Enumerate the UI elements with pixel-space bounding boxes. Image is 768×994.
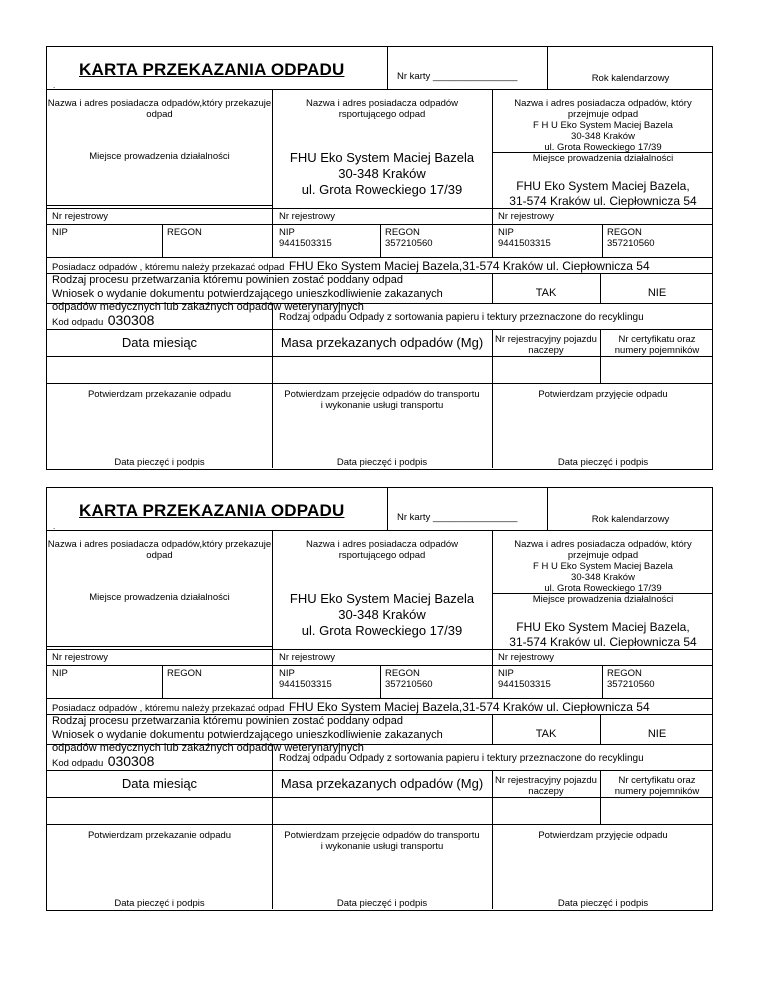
data-pieczec-podpis: Data pieczęć i podpis	[114, 457, 205, 468]
divider	[387, 47, 388, 89]
divider	[47, 824, 712, 825]
nr-certyfikatu-label: Nr certyfikatu oraz numery pojemników	[614, 775, 700, 797]
col3-place-line2: 31-574 Kraków ul. Ciepłownicza 54	[509, 194, 697, 208]
regon-label: REGON	[607, 227, 642, 238]
divider	[602, 665, 603, 698]
wniosek-line2: odpadów medycznych lub zakaźnych odpadów weterynaryjnych	[52, 301, 364, 313]
divider	[380, 665, 381, 698]
data-pieczec-podpis: Data pieczęć i podpis	[336, 457, 428, 468]
nr-rejestrowy-label: Nr rejestrowy	[279, 652, 335, 663]
nip-value: 9441503315	[279, 679, 332, 690]
wniosek-line1: Wniosek o wydanie dokumentu potwierdzającego unieszkodliwienie zakazanych	[52, 288, 443, 300]
col1-miejsce-label: Miejsce prowadzenia działalności	[89, 592, 230, 603]
nr-rejestrowy-label: Nr rejestrowy	[498, 211, 554, 222]
divider	[387, 488, 388, 530]
divider	[162, 665, 163, 698]
col1-header: Nazwa i adres posiadacza odpadów,który przekazuje odpad	[47, 539, 272, 561]
col2-header: Nazwa i adres posiadacza odpadów rsportującego odpad	[305, 539, 459, 561]
nr-rejestrowy-label: Nr rejestrowy	[279, 211, 335, 222]
col1-miejsce-label: Miejsce prowadzenia działalności	[89, 151, 230, 162]
nip-label: NIP	[498, 227, 514, 238]
kod-odpadu-value: 030308	[107, 753, 155, 769]
divider	[47, 530, 712, 531]
regon-label: REGON	[607, 668, 642, 679]
nip-value: 9441503315	[279, 238, 332, 249]
nip-label: NIP	[52, 227, 68, 238]
masa-label: Masa przekazanych odpadów (Mg)	[280, 776, 484, 791]
nr-certyfikatu-label: Nr certyfikatu oraz numery pojemników	[614, 334, 700, 356]
nr-rej-pojazdu-label: Nr rejestracyjny pojazdu naczepy	[495, 775, 597, 797]
regon-value: 357210560	[385, 679, 433, 690]
divider	[47, 649, 712, 650]
nip-label: NIP	[52, 668, 68, 679]
kod-odpadu-label: Kod odpadu	[52, 758, 104, 769]
nr-karty-line: ________________	[432, 71, 518, 82]
regon-value: 357210560	[607, 238, 655, 249]
divider	[47, 208, 712, 209]
wniosek-line2: odpadów medycznych lub zakaźnych odpadów weterynaryjnych	[52, 742, 364, 754]
kod-odpadu-value: 030308	[107, 312, 155, 328]
posiadacz-row	[52, 698, 650, 716]
data-miesiac-label: Data miesiąc	[121, 335, 198, 350]
divider	[602, 224, 603, 257]
nr-karty-line: ________________	[432, 512, 518, 523]
potwierdzam-przejecie-transport: Potwierdzam przejęcie odpadów do transportu i wykonanie usługi transportu	[284, 830, 480, 852]
divider	[162, 224, 163, 257]
col3-name: F H U Eko System Maciej Bazela	[533, 561, 673, 572]
kod-odpadu-label: Kod odpadu	[52, 317, 104, 328]
nr-karty-label: Nr karty	[397, 71, 431, 82]
nr-karty-label: Nr karty	[397, 512, 431, 523]
divider	[47, 356, 712, 357]
rodzaj-odpadu-value: Odpady z sortowania papieru i tektury przeznaczone do recyklingu	[349, 312, 644, 323]
data-pieczec-podpis: Data pieczęć i podpis	[557, 898, 649, 909]
kod-odpadu-row	[52, 312, 154, 330]
potwierdzam-przyjecie: Potwierdzam przyjęcie odpadu	[538, 389, 668, 400]
rodzaj-procesu-label: Rodzaj procesu przetwarzania któremu powinien zostać poddany odpad	[52, 274, 403, 286]
posiadacz-row	[52, 257, 650, 275]
dot-mark: .	[53, 81, 56, 90]
col2-name: FHU Eko System Maciej Bazela	[289, 591, 475, 606]
posiadacz-value: FHU Eko System Maciej Bazela,31-574 Kraków ul. Ciepłownicza 54	[288, 700, 650, 714]
nip-label: NIP	[279, 668, 295, 679]
regon-label: REGON	[385, 668, 420, 679]
data-pieczec-podpis: Data pieczęć i podpis	[557, 457, 649, 468]
rodzaj-odpadu-label: Rodzaj odpadu	[279, 312, 347, 323]
posiadacz-value: FHU Eko System Maciej Bazela,31-574 Kraków ul. Ciepłownicza 54	[288, 259, 650, 273]
nip-value: 9441503315	[498, 238, 551, 249]
rodzaj-odpadu-row	[279, 312, 644, 324]
col3-city: 30-348 Kraków	[571, 131, 635, 142]
potwierdzam-przekazanie: Potwierdzam przekazanie odpadu	[87, 830, 232, 841]
nie-option[interactable]: NIE	[647, 287, 667, 299]
potwierdzam-przejecie-transport: Potwierdzam przejęcie odpadów do transportu i wykonanie usługi transportu	[284, 389, 480, 411]
divider	[380, 224, 381, 257]
divider	[47, 797, 712, 798]
col3-miejsce-label: Miejsce prowadzenia działalności	[532, 594, 674, 605]
divider	[492, 89, 493, 257]
data-pieczec-podpis: Data pieczęć i podpis	[114, 898, 205, 909]
card-title: KARTA PRZEKAZANIA ODPADU	[79, 501, 345, 520]
divider	[47, 646, 272, 647]
col2-street: ul. Grota Roweckiego 17/39	[301, 182, 463, 197]
potwierdzam-przyjecie: Potwierdzam przyjęcie odpadu	[538, 830, 668, 841]
divider	[272, 744, 273, 909]
karta-przekazania-odpadu-1	[46, 46, 713, 470]
posiadacz-label: Posiadacz odpadów , któremu należy przekazać odpad	[52, 703, 285, 714]
regon-value: 357210560	[607, 679, 655, 690]
col3-header: Nazwa i adres posiadacza odpadów, który przejmuje odpad	[514, 98, 692, 120]
col3-street: ul. Grota Roweckiego 17/39	[544, 142, 662, 153]
col3-place-line1: FHU Eko System Maciej Bazela,	[516, 179, 690, 193]
rok-kalendarzowy-label: Rok kalendarzowy	[591, 73, 670, 84]
nr-karty-field[interactable]	[397, 512, 517, 523]
nr-rej-pojazdu-label: Nr rejestracyjny pojazdu naczepy	[495, 334, 597, 356]
nr-karty-field[interactable]	[397, 71, 517, 82]
dot-mark: .	[53, 522, 56, 531]
tak-option[interactable]: TAK	[535, 728, 557, 740]
regon-label: REGON	[167, 668, 202, 679]
data-miesiac-label: Data miesiąc	[121, 776, 198, 791]
nie-option[interactable]: NIE	[647, 728, 667, 740]
col3-place-line1: FHU Eko System Maciej Bazela,	[516, 620, 690, 634]
kod-odpadu-row	[52, 753, 154, 771]
nip-label: NIP	[498, 668, 514, 679]
col3-name: F H U Eko System Maciej Bazela	[533, 120, 673, 131]
potwierdzam-przekazanie: Potwierdzam przekazanie odpadu	[87, 389, 232, 400]
rok-kalendarzowy-label: Rok kalendarzowy	[591, 514, 670, 525]
card-title: KARTA PRZEKAZANIA ODPADU	[79, 60, 345, 79]
nip-label: NIP	[279, 227, 295, 238]
divider	[47, 205, 272, 206]
nip-value: 9441503315	[498, 679, 551, 690]
tak-option[interactable]: TAK	[535, 287, 557, 299]
col3-street: ul. Grota Roweckiego 17/39	[544, 583, 662, 594]
rodzaj-procesu-label: Rodzaj procesu przetwarzania któremu powinien zostać poddany odpad	[52, 715, 403, 727]
rodzaj-odpadu-row	[279, 753, 644, 765]
divider	[492, 530, 493, 698]
col1-header: Nazwa i adres posiadacza odpadów,który przekazuje odpad	[47, 98, 272, 120]
nr-rejestrowy-label: Nr rejestrowy	[498, 652, 554, 663]
data-pieczec-podpis: Data pieczęć i podpis	[336, 898, 428, 909]
posiadacz-label: Posiadacz odpadów , któremu należy przekazać odpad	[52, 262, 285, 273]
col2-city: 30-348 Kraków	[338, 607, 426, 622]
col3-miejsce-label: Miejsce prowadzenia działalności	[532, 153, 674, 164]
col2-street: ul. Grota Roweckiego 17/39	[301, 623, 463, 638]
divider	[272, 303, 273, 468]
nr-rejestrowy-label: Nr rejestrowy	[52, 652, 108, 663]
rodzaj-odpadu-value: Odpady z sortowania papieru i tektury przeznaczone do recyklingu	[349, 753, 644, 764]
masa-label: Masa przekazanych odpadów (Mg)	[280, 335, 484, 350]
rodzaj-odpadu-label: Rodzaj odpadu	[279, 753, 347, 764]
divider	[47, 383, 712, 384]
col2-name: FHU Eko System Maciej Bazela	[289, 150, 475, 165]
col2-header: Nazwa i adres posiadacza odpadów rsportującego odpad	[305, 98, 459, 120]
regon-label: REGON	[385, 227, 420, 238]
col2-city: 30-348 Kraków	[338, 166, 426, 181]
col3-header: Nazwa i adres posiadacza odpadów, który przejmuje odpad	[514, 539, 692, 561]
col3-place-line2: 31-574 Kraków ul. Ciepłownicza 54	[509, 635, 697, 649]
col3-city: 30-348 Kraków	[571, 572, 635, 583]
karta-przekazania-odpadu-2	[46, 487, 713, 911]
regon-value: 357210560	[385, 238, 433, 249]
divider	[47, 89, 712, 90]
regon-label: REGON	[167, 227, 202, 238]
nr-rejestrowy-label: Nr rejestrowy	[52, 211, 108, 222]
wniosek-line1: Wniosek o wydanie dokumentu potwierdzającego unieszkodliwienie zakazanych	[52, 729, 443, 741]
